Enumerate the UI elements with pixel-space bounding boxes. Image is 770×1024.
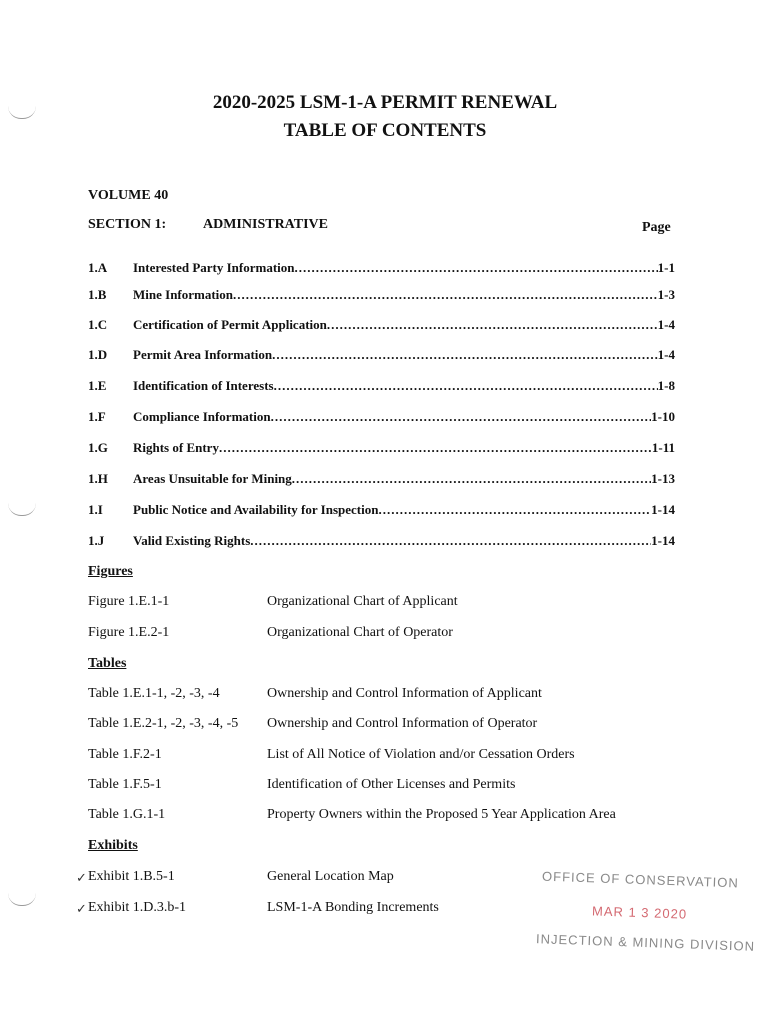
toc-leader [272,347,658,363]
document-title-line2: TABLE OF CONTENTS [283,120,487,141]
table-label: Table 1.F.5-1 [88,777,162,792]
exhibit-description: LSM-1-A Bonding Increments [267,900,439,915]
toc-row [88,347,675,367]
stamp-date: MAR 1 3 2020 [591,903,688,922]
table-description: Ownership and Control Information of Operator [267,716,538,731]
document-title-line1: 2020-2025 LSM-1-A PERMIT RENEWAL [212,92,558,113]
margin-mark [8,503,36,516]
toc-title: Rights of Entry [133,440,219,455]
toc-number: 1.H [88,471,108,486]
toc-leader [378,502,651,518]
toc-row [88,260,675,280]
toc-title: Certification of Permit Application [133,317,327,332]
table-label: Table 1.G.1-1 [88,807,166,822]
toc-number: 1.E [88,378,107,393]
toc-page: 1-4 [657,317,675,332]
toc-number: 1.F [88,409,106,424]
toc-page: 1-8 [657,378,675,393]
toc-leader [250,533,651,549]
toc-number: 1.A [88,260,108,275]
section-title: ADMINISTRATIVE [203,217,328,232]
toc-title: Interested Party Information [133,260,295,275]
page-column-header: Page [642,220,671,235]
toc-leader [271,409,652,425]
toc-page: 1-4 [657,347,675,362]
margin-mark [8,893,36,906]
figure-label: Figure 1.E.1-1 [88,594,170,609]
figure-label: Figure 1.E.2-1 [88,625,170,640]
tables-heading: Tables [88,656,127,671]
toc-title: Identification of Interests [133,378,274,393]
toc-number: 1.I [88,502,103,517]
check-mark-icon: ✓ [76,870,87,885]
exhibit-description: General Location Map [267,869,394,884]
toc-row [88,378,675,398]
table-description: Property Owners within the Proposed 5 Year Application Area [267,807,616,822]
toc-leader [295,260,658,276]
toc-number: 1.D [88,347,108,362]
toc-number: 1.J [88,533,105,548]
figure-description: Organizational Chart of Applicant [267,594,458,609]
toc-leader [327,317,658,333]
toc-number: 1.B [88,287,107,302]
toc-page: 1-1 [657,260,675,275]
stamp-office: OFFICE OF CONSERVATION [541,868,739,891]
table-description: List of All Notice of Violation and/or Cessation Orders [267,747,575,762]
section-label: SECTION 1: [88,217,167,232]
table-description: Identification of Other Licenses and Permits [267,777,516,792]
toc-row [88,317,675,337]
toc-leader [219,440,652,456]
toc-title: Mine Information [133,287,234,302]
volume-label: VOLUME 40 [88,188,169,203]
table-description: Ownership and Control Information of Applicant [267,686,542,701]
toc-row [88,287,675,307]
toc-title: Areas Unsuitable for Mining [133,471,292,486]
toc-page: 1-3 [657,287,675,302]
exhibits-heading: Exhibits [88,838,138,853]
check-mark-icon: ✓ [76,901,87,916]
toc-number: 1.G [88,440,108,455]
toc-title: Compliance Information [133,409,271,424]
toc-leader [233,287,658,303]
table-label: Table 1.F.2-1 [88,747,162,762]
exhibit-label: Exhibit 1.D.3.b-1 [88,900,186,915]
toc-number: 1.C [88,317,108,332]
toc-leader [292,471,651,487]
toc-page: 1-11 [651,440,675,455]
toc-row [88,502,675,522]
toc-title: Public Notice and Availability for Inspection [133,502,379,517]
toc-row [88,533,675,553]
figure-description: Organizational Chart of Operator [267,625,453,640]
exhibit-label: Exhibit 1.B.5-1 [88,869,175,884]
toc-leader [274,378,658,394]
stamp-division: INJECTION & MINING DIVISION [535,931,756,954]
toc-row [88,471,675,491]
figures-heading: Figures [88,564,133,579]
toc-page: 1-14 [651,533,675,548]
table-label: Table 1.E.2-1, -2, -3, -4, -5 [88,716,239,731]
table-label: Table 1.E.1-1, -2, -3, -4 [88,686,220,701]
toc-page: 1-14 [651,502,675,517]
toc-page: 1-13 [651,471,675,486]
toc-page: 1-10 [651,409,675,424]
toc-row [88,409,675,429]
toc-title: Permit Area Information [133,347,273,362]
toc-title: Valid Existing Rights [133,533,251,548]
toc-row [88,440,675,460]
